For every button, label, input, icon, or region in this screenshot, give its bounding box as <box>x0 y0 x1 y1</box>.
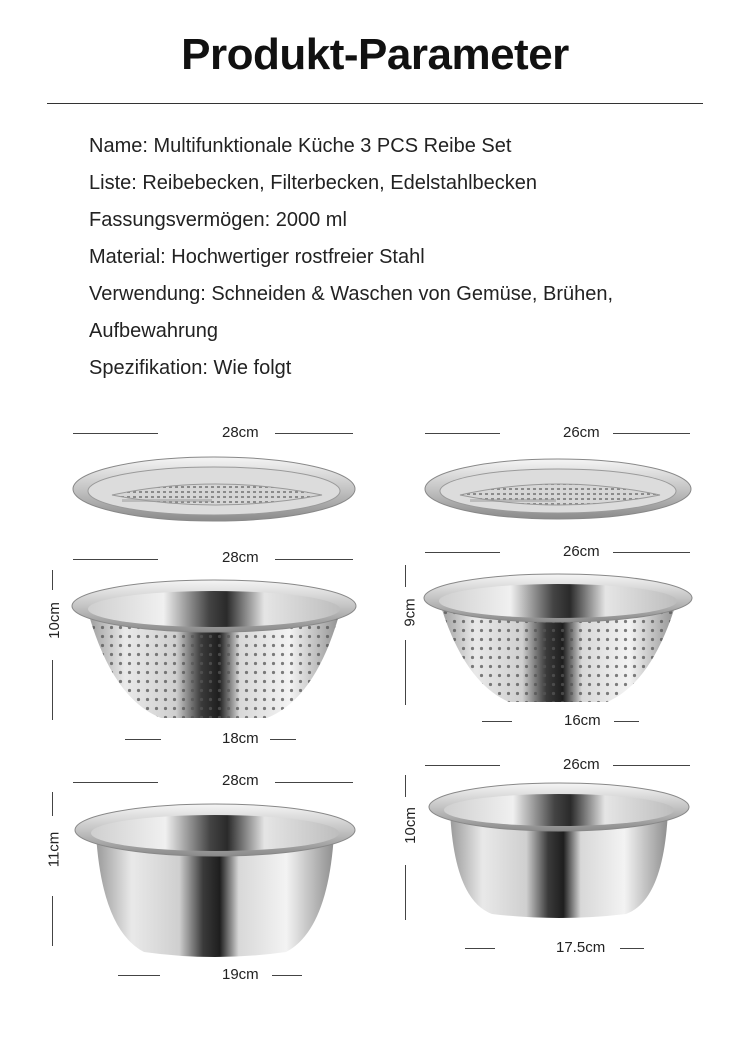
spec-material: Material: Hochwertiger rostfreier Stahl <box>89 246 425 268</box>
left-colander <box>71 578 357 724</box>
right-colander <box>423 572 693 708</box>
dimension-line <box>118 975 160 976</box>
dimension-line <box>620 948 644 949</box>
dimension-line <box>270 739 296 740</box>
dimension-line <box>73 782 158 783</box>
right-bowl-width: 26cm <box>563 756 600 773</box>
left-colander-base: 18cm <box>222 730 259 747</box>
dimension-line <box>272 975 302 976</box>
spec-list-items: Liste: Reibebecken, Filterbecken, Edelstahlbecken <box>89 172 538 194</box>
dimension-line <box>405 640 406 705</box>
dimension-line <box>614 721 639 722</box>
right-grater-width: 26cm <box>563 424 600 441</box>
dimension-line <box>482 721 512 722</box>
right-bowl-base: 17.5cm <box>556 939 606 956</box>
dimension-line <box>425 552 500 553</box>
left-colander-height: 10cm <box>45 602 63 639</box>
left-colander-width: 28cm <box>222 549 259 566</box>
dimension-line <box>275 782 353 783</box>
spec-usage: Verwendung: Schneiden & Waschen von Gemüse, Brühen, <box>89 283 614 305</box>
right-colander-width: 26cm <box>563 543 600 560</box>
dimension-line <box>613 765 690 766</box>
left-bowl-base: 19cm <box>222 966 259 983</box>
dimension-line <box>405 565 406 587</box>
left-bowl-width: 28cm <box>222 772 259 789</box>
title-divider <box>47 103 703 104</box>
dimension-line <box>275 559 353 560</box>
dimension-line <box>73 559 158 560</box>
spec-specification: Spezifikation: Wie folgt <box>89 357 292 379</box>
left-stainless-bowl <box>74 800 356 960</box>
dimension-line <box>405 775 406 797</box>
dimension-line <box>465 948 495 949</box>
right-bowl-height: 10cm <box>401 807 419 844</box>
dimension-line <box>52 660 53 720</box>
spec-usage-cont: Aufbewahrung <box>89 320 218 342</box>
right-colander-height: 9cm <box>401 598 419 627</box>
dimension-line <box>73 433 158 434</box>
left-grater-width: 28cm <box>222 424 259 441</box>
dimension-line <box>52 896 53 946</box>
left-grater-plate <box>72 455 356 531</box>
right-stainless-bowl <box>428 780 690 920</box>
dimension-line <box>613 433 690 434</box>
spec-name: Name: Multifunktionale Küche 3 PCS Reibe Set <box>89 135 512 157</box>
dimension-line <box>52 570 53 590</box>
dimension-line <box>405 865 406 920</box>
right-grater-plate <box>424 457 692 529</box>
right-colander-base: 16cm <box>564 712 601 729</box>
dimension-line <box>425 433 500 434</box>
spec-list <box>89 128 729 387</box>
dimension-line <box>52 792 53 816</box>
dimension-line <box>275 433 353 434</box>
page-title: Produkt-Parameter <box>181 30 569 79</box>
spec-capacity: Fassungsvermögen: 2000 ml <box>89 209 347 231</box>
dimension-line <box>125 739 161 740</box>
dimension-line <box>425 765 500 766</box>
left-bowl-height: 11cm <box>45 831 63 868</box>
dimension-line <box>613 552 690 553</box>
